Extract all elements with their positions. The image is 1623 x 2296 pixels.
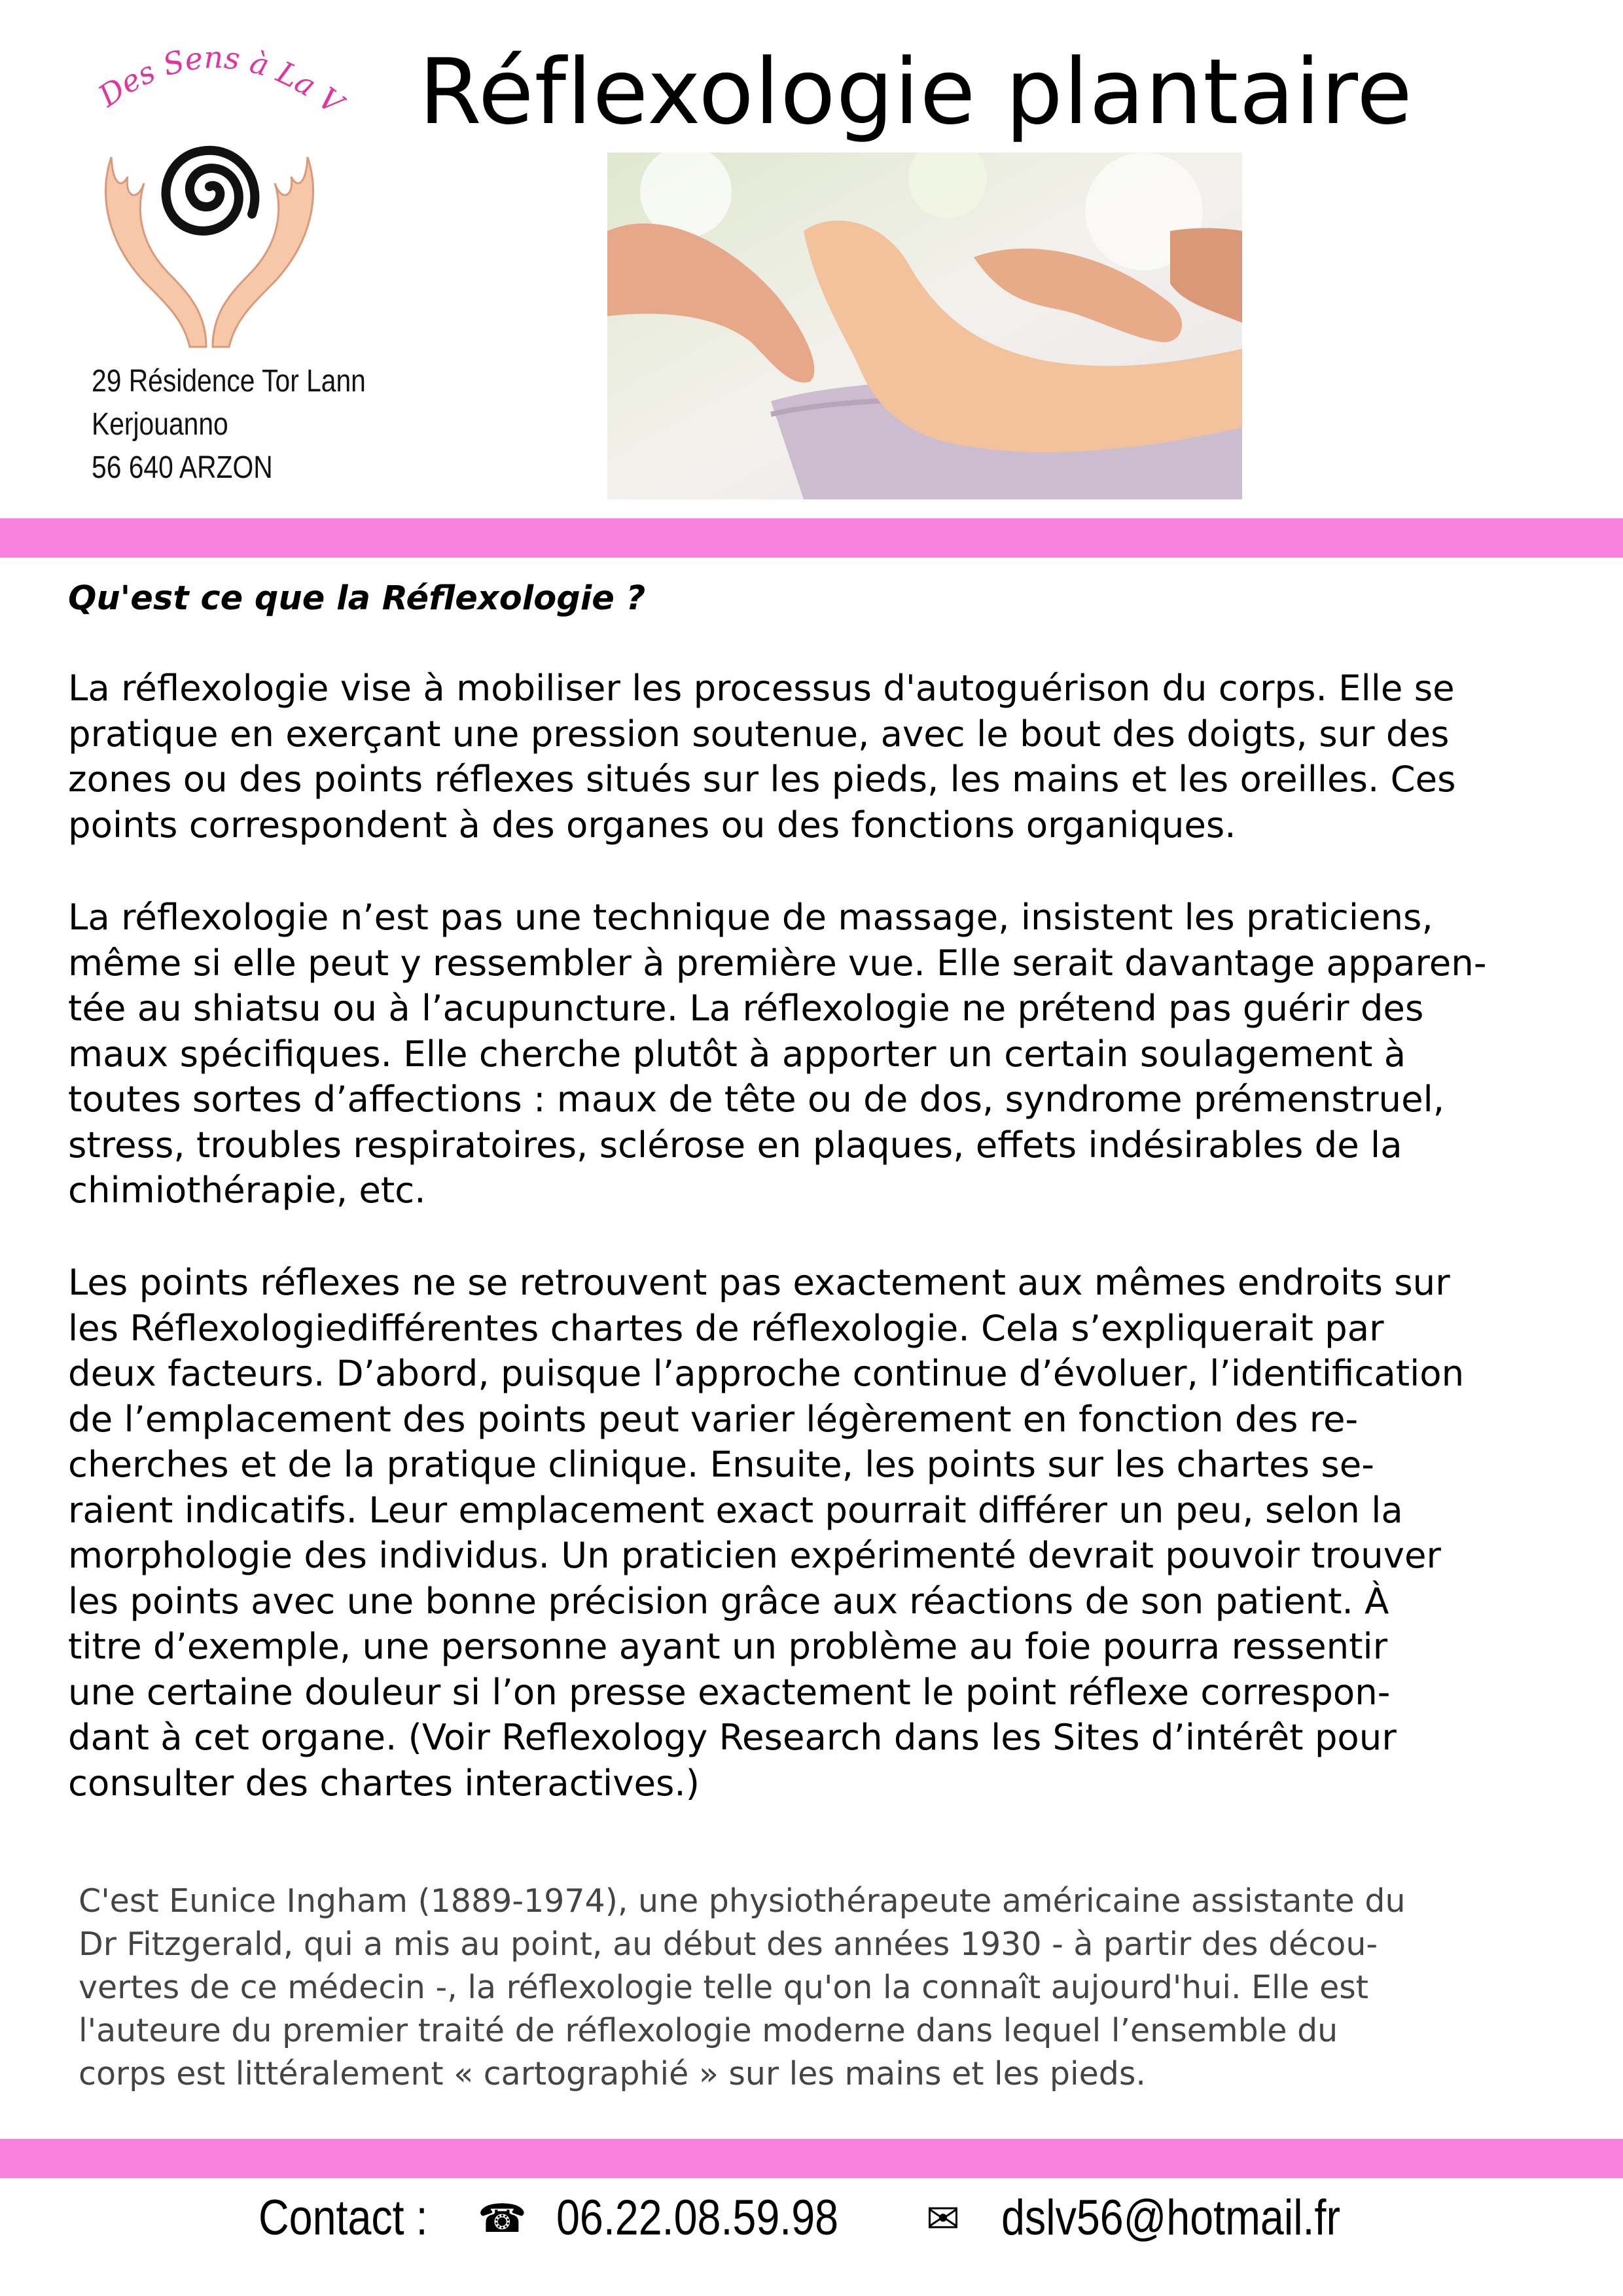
text-line: toutes sortes d’affections : maux de tête ou de dos, syndrome prémenstruel, bbox=[68, 1078, 1445, 1120]
quote-line: vertes de ce médecin -, la réflexologie telle qu'on la connaît aujourd'hui. Elle est bbox=[79, 1969, 1368, 2006]
accent-bar-bottom bbox=[0, 2139, 1623, 2178]
text-line: titre d’exemple, une personne ayant un problème au foie pourra ressentir bbox=[68, 1625, 1388, 1667]
quote-line: corps est littéralement « cartographié » sur les mains et les pieds. bbox=[79, 2055, 1146, 2092]
quote-line: C'est Eunice Ingham (1889-1974), une physiothérapeute américaine assistante du bbox=[79, 1882, 1406, 1920]
mail-icon: ✉ bbox=[926, 2197, 960, 2242]
text-line: deux facteurs. D’abord, puisque l’approche continue d’évoluer, l’identification bbox=[68, 1352, 1465, 1394]
text-line: chimiothérapie, etc. bbox=[68, 1169, 426, 1211]
quote-line: l'auteure du premier traité de réflexologie moderne dans lequel l’ensemble du bbox=[79, 2012, 1338, 2049]
text-line: dant à cet organe. (Voir Reflexology Research dans les Sites d’intérêt pour bbox=[68, 1716, 1397, 1758]
text-line: pratique en exerçant une pression soutenue, avec le bout des doigts, sur des bbox=[68, 712, 1450, 755]
paragraph-3 bbox=[68, 1260, 1567, 1806]
page-title: Réflexologie plantaire bbox=[419, 39, 1413, 145]
section-title: Qu'est ce que la Réflexologie ? bbox=[68, 579, 646, 618]
contact-label: Contact : bbox=[259, 2190, 428, 2246]
address-line: Kerjouanno bbox=[92, 407, 228, 442]
text-line: tée au shiatsu ou à l’acupuncture. La réflexologie ne prétend pas guérir des bbox=[68, 987, 1424, 1029]
paragraph-1 bbox=[68, 666, 1567, 848]
text-line: La réflexologie n’est pas une technique de massage, insistent les praticiens, bbox=[68, 896, 1433, 938]
logo-hands-spiral-icon bbox=[72, 33, 347, 360]
text-line: les points avec une bonne précision grâce aux réactions de son patient. À bbox=[68, 1579, 1389, 1622]
logo-text: Des Sens à La V bbox=[92, 39, 347, 122]
text-line: zones ou des points réflexes situés sur les pieds, les mains et les oreilles. Ces bbox=[68, 758, 1456, 800]
text-line: stress, troubles respiratoires, sclérose en plaques, effets indésirables de la bbox=[68, 1123, 1402, 1166]
text-line: de l’emplacement des points peut varier légèrement en fonction des re- bbox=[68, 1397, 1359, 1440]
phone-icon: ☎ bbox=[478, 2197, 527, 2240]
text-line: même si elle peut y ressembler à première vue. Elle serait davantage apparen- bbox=[68, 941, 1487, 984]
text-line: les Réflexologiedifférentes chartes de réflexologie. Cela s’expliquerait par bbox=[68, 1306, 1384, 1349]
history-quote bbox=[79, 1880, 1406, 2096]
text-line: morphologie des individus. Un praticien expérimenté devrait pouvoir trouver bbox=[68, 1534, 1441, 1576]
phone-number[interactable]: 06.22.08.59.98 bbox=[556, 2190, 839, 2246]
text-line: raient indicatifs. Leur emplacement exact pourrait différer un peu, selon la bbox=[68, 1488, 1403, 1531]
foot-massage-photo bbox=[607, 152, 1242, 499]
text-line: La réflexologie vise à mobiliser les processus d'autoguérison du corps. Elle se bbox=[68, 667, 1455, 709]
contact-footer bbox=[0, 2189, 1623, 2261]
email-address[interactable]: dslv56@hotmail.fr bbox=[1001, 2190, 1340, 2246]
text-line: Les points réflexes ne se retrouvent pas exactement aux mêmes endroits sur bbox=[68, 1261, 1450, 1303]
text-line: consulter des chartes interactives.) bbox=[68, 1761, 700, 1804]
paragraph-2 bbox=[68, 895, 1567, 1213]
text-line: cherches et de la pratique clinique. Ensuite, les points sur les chartes se- bbox=[68, 1443, 1374, 1485]
text-line: points correspondent à des organes ou des fonctions organiques. bbox=[68, 803, 1236, 846]
address-line: 56 640 ARZON bbox=[92, 450, 273, 485]
accent-bar-top bbox=[0, 518, 1623, 558]
address-block bbox=[92, 360, 366, 490]
logo bbox=[72, 33, 347, 360]
quote-line: Dr Fitzgerald, qui a mis au point, au début des années 1930 - à partir des décou- bbox=[79, 1926, 1378, 1963]
address-line: 29 Résidence Tor Lann bbox=[92, 364, 366, 399]
text-line: maux spécifiques. Elle cherche plutôt à apporter un certain soulagement à bbox=[68, 1032, 1406, 1075]
text-line: une certaine douleur si l’on presse exactement le point réflexe correspon- bbox=[68, 1670, 1391, 1713]
